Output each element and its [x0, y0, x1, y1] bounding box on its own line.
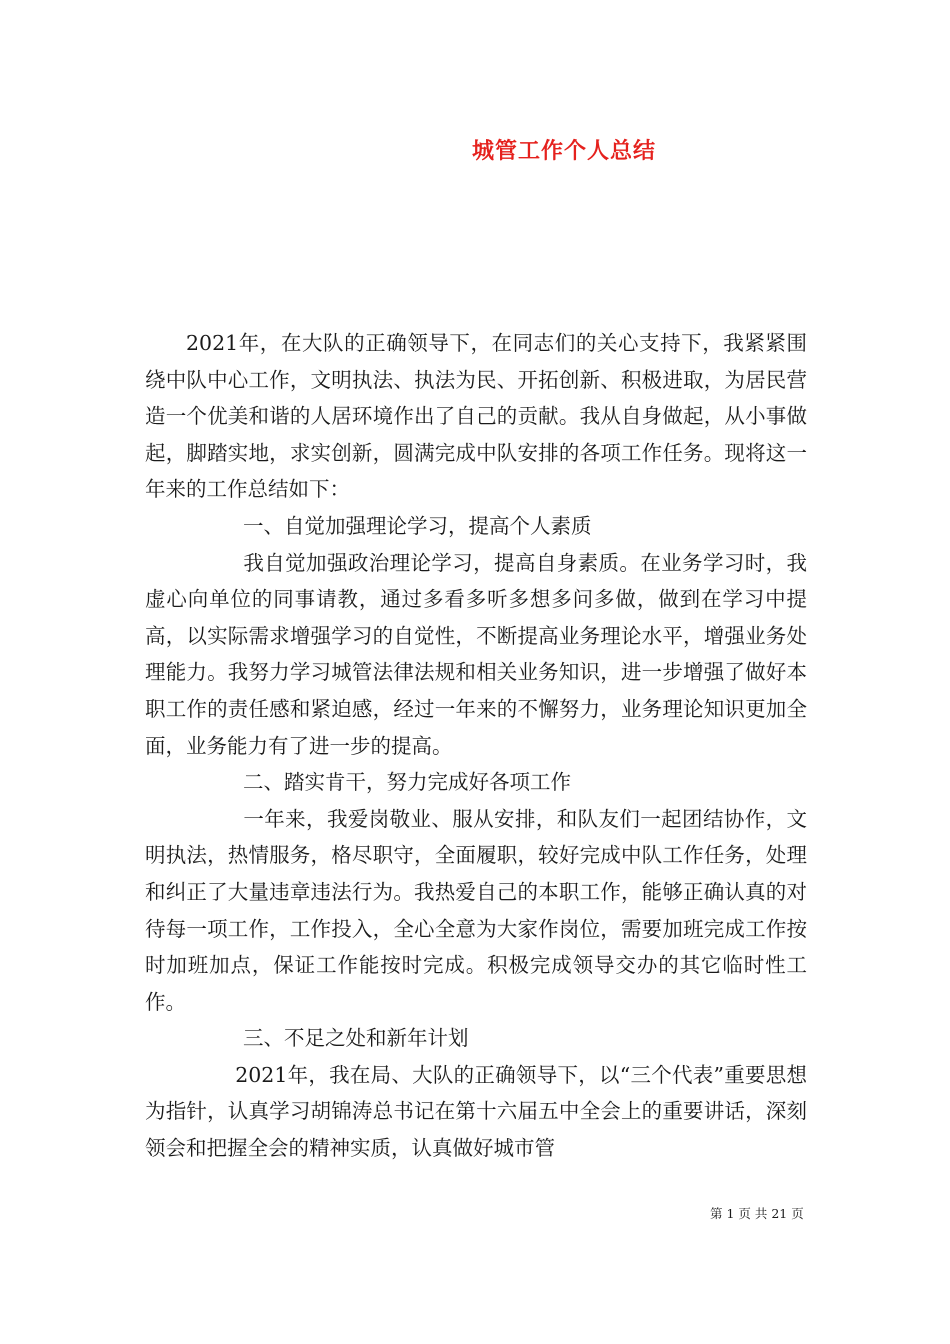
document-title: 城管工作个人总结 [471, 138, 656, 164]
section-1-paragraph: 我自觉加强政治理论学习，提高自身素质。在业务学习时，我虚心向单位的同事请教，通过多看多听多想多问多做，做到在学习中提高，以实际需求增强学习的自觉性，不断提高业务理论水平，增强业务处理能力。我努力学习城管法律法规和相关业务知识，进一步增强了做好本职工作的责任感和紧迫感，经过一年来的不懈努力，业务理论知识更加全面，业务能力有了进一步的提高。 [145, 550, 807, 758]
intro-paragraph: 2021年，在大队的正确领导下，在同志们的关心支持下，我紧紧围绕中队中心工作，文明执法、执法为民、开拓创新、积极进取，为居民营造一个优美和谐的人居环境作出了自己的贡献。我从自身做起，从小事做起，脚踏实地，求实创新，圆满完成中队安排的各项工作任务。现将这一年来的工作总结如下： [145, 331, 807, 502]
page-number-footer: 第 1 页 共 21 页 [710, 1206, 804, 1221]
document-body [145, 325, 807, 1167]
section-heading-1: 一、自觉加强理论学习，提高个人素质 [243, 513, 592, 538]
section-3-paragraph: 2021年，我在局、大队的正确领导下，以“三个代表”重要思想为指针，认真学习胡锦涛总书记在第十六届五中全会上的重要讲话，深刻领会和把握全会的精神实质，认真做好城市管 [145, 1062, 807, 1161]
section-2-paragraph: 一年来，我爱岗敬业、服从安排，和队友们一起团结协作，文明执法，热情服务，格尽职守，全面履职，较好完成中队工作任务，处理和纠正了大量违章违法行为。我热爱自己的本职工作，能够正确认真的对待每一项工作，工作投入，全心全意为大家作岗位，需要加班完成工作按时加班加点，保证工作能按时完成。积极完成领导交办的其它临时性工作。 [145, 806, 807, 1014]
section-heading-3: 三、不足之处和新年计划 [243, 1026, 469, 1051]
section-heading-2: 二、踏实肯干，努力完成好各项工作 [243, 770, 571, 795]
